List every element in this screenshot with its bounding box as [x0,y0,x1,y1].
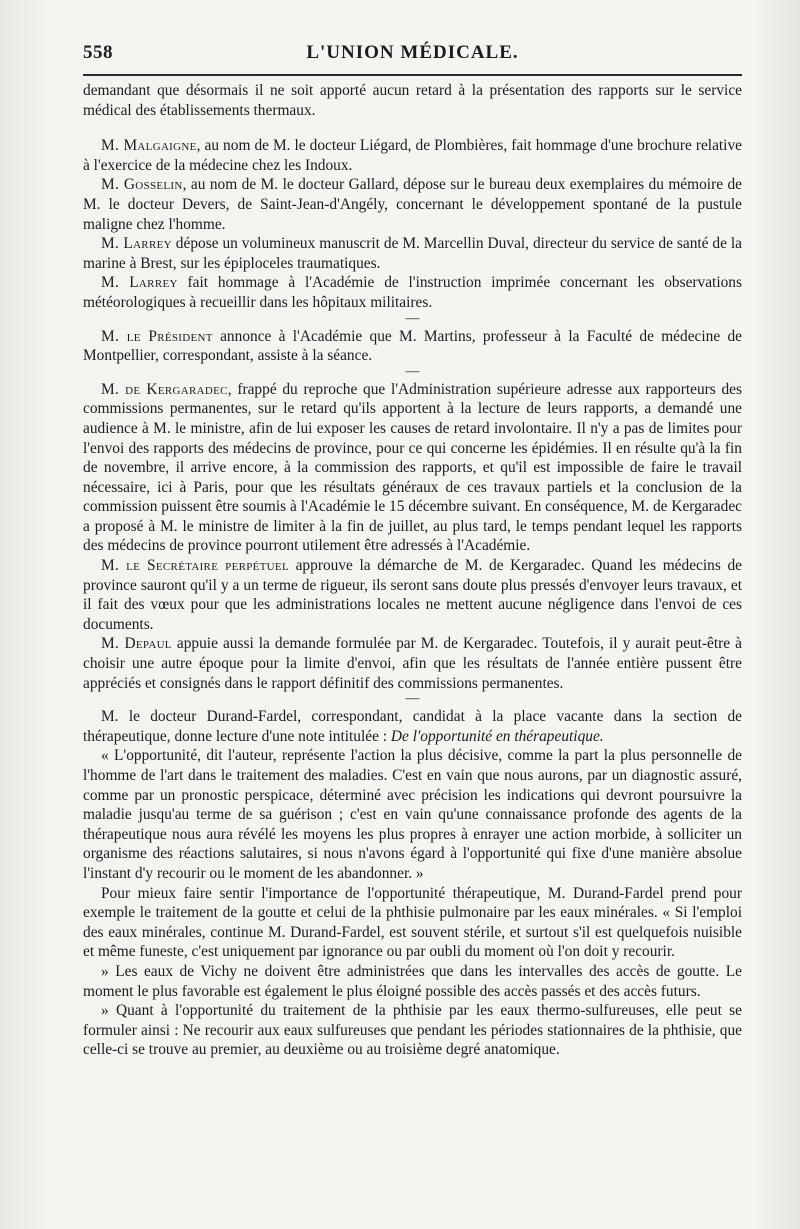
section-separator: — [405,310,420,326]
paragraph: M. Larrey fait hommage à l'Académie de l'instruction imprimée concernant les observations météorologiques à recueillir dans les hôpitaux militaires. [83,274,742,311]
speaker-name: M. de Kergaradec [101,380,228,398]
page-number: 558 [83,42,113,63]
speaker-name: M. le Président [101,327,213,345]
paragraph: M. le Secrétaire perpétuel approuve la démarche de M. de Kergaradec. Quand les médecins de province sauront qu'il y a un terme de rigueur, ils seront sans doute plus pressés d'envoyer leurs travaux, et il fait des vœux pour que les administrations locales ne mettent aucune négligence dans l'envoi de ces documents. [83,557,742,633]
paragraph: » Quant à l'opportunité du traitement de la phthisie par les eaux thermo-sulfureuses, elle peut se formuler ainsi : Ne recourir aux eaux sulfureuses que pendant les périodes stationnaires de la phthisie, que celle-ci se trouve au premier, au deuxième ou au troisième degré anatomique. [83,1002,742,1059]
paragraph: M. de Kergaradec, frappé du reproche que l'Administration supérieure adresse aux rapporteurs des commissions permanentes, sur le retard qu'ils apportent à la lecture de leurs rapports, a demandé une audience à M. le ministre, afin de lui exposer les causes de retard involontaire. Il n'y a pas de limites pour l'envoi des rapports des médecins de province, pour ce qui concerne les épidémies. Il en résulte qu'à la fin de novembre, il arrive encore, à la commission des rapports, et qu'il est impossible de faire le travail nécessaire, ici à Paris, pour que les résultats généraux de ces travaux partiels et la conclusion de la commission puissent être soumis à l'Académie le 15 décembre suivant. En conséquence, M. de Kergaradec a proposé à M. le ministre de limiter à la fin de juillet, au plus tard, le temps pendant lequel les rapports des médecins de province pourront utilement être adressés à l'Académie. [83,380,743,555]
speaker-name: M. Larrey [101,274,178,292]
paragraph: M. Depaul appuie aussi la demande formulée par M. de Kergaradec. Toutefois, il y aurait peut-être à choisir une autre époque pour la limite d'envoi, afin que les résultats de l'année entière pussent être appréciés et consignés dans le rapport définitif des commissions permanentes. [83,635,742,692]
paragraph: « L'opportunité, dit l'auteur, représente l'action la plus décisive, comme la part la plus personnelle de l'homme de l'art dans le traitement des maladies. C'est en vain que nous aurons, par un diagnostic assuré, comme par un pronostic perspicace, déterminé avec précision les indications qui devront poursuivre la maladie jusqu'au terme de sa guérison ; c'est en vain qu'une connaissance profonde des agents de la thérapeutique nous aura révélé les moyens les plus propres à enrayer une action morbide, à solliciter un organisme des réactions salutaires, si nous n'avons égard à l'opportunité qui fixe d'une manière absolue l'instant d'y recourir ou le moment de les abandonner. » [83,747,742,882]
speaker-name: M. Malgaigne [101,137,197,155]
section-separator: — [405,363,420,379]
paragraph: » Les eaux de Vichy ne doivent être administrées que dans les intervalles des accès de goutte. Le moment le plus favorable est également le plus éloigné possible des accès passés et des accès futurs. [83,962,742,1000]
page-header [83,36,742,76]
speaker-name: M. Larrey [101,235,172,253]
note-title: De l'opportunité en thérapeutique. [390,727,604,745]
paragraph: Pour mieux faire sentir l'importance de l'opportunité thérapeutique, M. Durand-Fardel prend pour exemple le traitement de la goutte et celui de la phthisie pulmonaire par les eaux minérales. « Si l'emploi des eaux minérales, continue M. Durand-Fardel, est souvent stérile, et surtout s'il est quelquefois nuisible et même funeste, c'est uniquement par ignorance ou par oubli du moment où l'on doit y recourir. [83,884,742,961]
speaker-name: M. Depaul [101,635,172,653]
paragraph: M. Malgaigne, au nom de M. le docteur Liégard, de Plombières, fait hommage d'une brochure relative à l'exercice de la médecine chez les Indoux. [83,137,742,174]
paragraph: M. le docteur Durand-Fardel, correspondant, candidat à la place vacante dans la section de thérapeutique, donne lecture d'une note intitulée : De l'opportunité en thérapeutique. [83,708,742,745]
section-separator: — [405,691,420,707]
paragraph: M. le Président annonce à l'Académie que M. Martins, professeur à la Faculté de médecine de Montpellier, correspondant, assiste à la séance. [83,327,742,365]
running-title: L'UNION MÉDICALE. [306,42,519,63]
paragraph: demandant que désormais il ne soit apporté aucun retard à la présentation des rapports sur le service médical des établissements thermaux. [83,82,742,119]
paragraph: M. Gosselin, au nom de M. le docteur Gallard, dépose sur le bureau deux exemplaires du mémoire de M. le docteur Devers, de Saint-Jean-d'Angély, concernant le développement spontané de la pustule maligne chez l'homme. [83,176,742,233]
speaker-name: M. le Secrétaire perpétuel [101,557,289,575]
speaker-name: M. Gosselin [101,176,183,194]
page-body [83,81,742,1060]
paragraph: M. Larrey dépose un volumineux manuscrit de M. Marcellin Duval, directeur du service de santé de la marine à Brest, sur les épiploceles traumatiques. [83,235,742,272]
